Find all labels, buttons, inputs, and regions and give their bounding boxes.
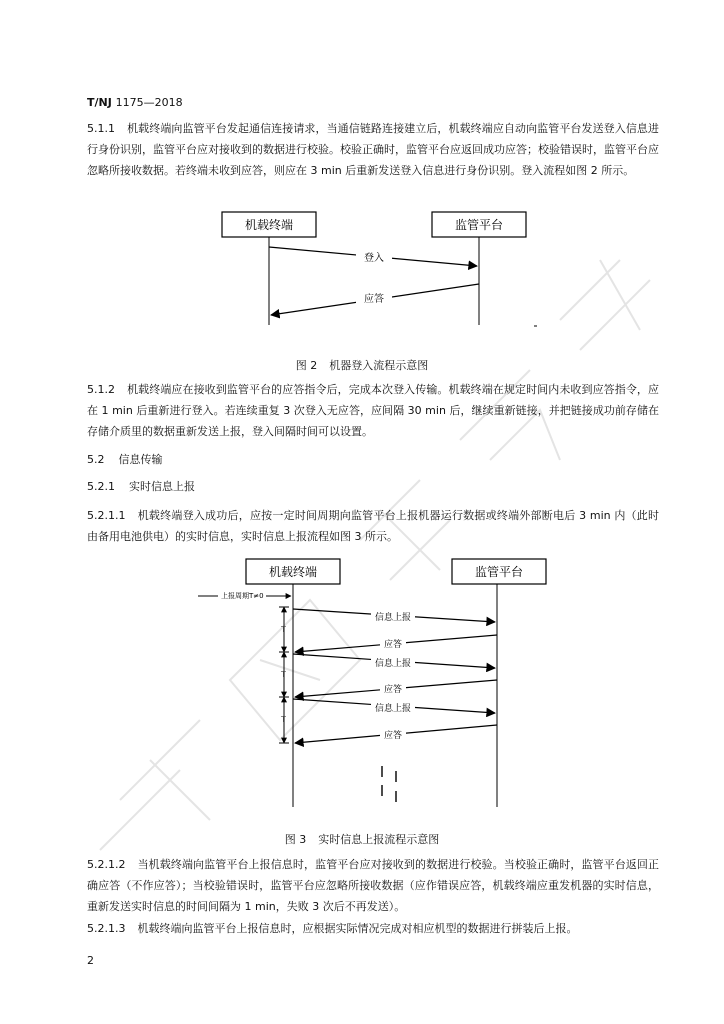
reply-label: 应答 xyxy=(364,294,384,305)
clause-5-2-1-2 xyxy=(87,854,659,917)
clause-number: 5.1.1 xyxy=(87,122,115,135)
terminal-label: 机载终端 xyxy=(244,218,294,232)
heading-5-2-1: 5.2.1 实时信息上报 xyxy=(87,480,195,493)
figure-2-diagram xyxy=(0,200,724,340)
message-label: 信息上报 xyxy=(374,659,412,669)
figure-3-caption: 图 3 实时信息上报流程示意图 xyxy=(284,833,440,846)
clause-number: 5.2.1.2 xyxy=(87,858,126,871)
message-label: 信息上报 xyxy=(374,613,412,623)
standard-number: 1175—2018 xyxy=(115,96,183,109)
standard-code xyxy=(87,96,183,109)
terminal-label: 机载终端 xyxy=(268,565,318,579)
clause-text: 当机载终端向监管平台上报信息时，监管平台应对接收到的数据进行校验。当校验正确时，监管平台返回正确应答（不作应答）；当校验错误时，监管平台应忽略所接收数据（应作错误应答，机载终端应重发机器的实时信息，重新发送实时信息的时间间隔为 1 min，失败 3 次后不再发送）。 xyxy=(87,858,659,913)
clause-text: 机载终端向监管平台发起通信连接请求，当通信链路连接建立后，机载终端应自动向监管平台发送登入信息进行身份识别，监管平台应对接收到的数据进行校验。校验正确时，监管平台应返回成功应答；校验错误时，监管平台应忽略所接收数据。若终端未收到应答，则应在 3 min 后重新发送登入信息进行身份识别。登入流程如图 2 所示。 xyxy=(87,122,659,177)
message-label: 信息上报 xyxy=(374,704,412,714)
clause-5-1-1 xyxy=(87,118,659,181)
period-label: 上报周期T≠0 xyxy=(221,592,264,600)
clause-5-1-2 xyxy=(87,379,659,442)
message-label: 应答 xyxy=(383,640,403,650)
continuation-dashes xyxy=(382,766,396,802)
figure-2-caption: 图 2 机器登入流程示意图 xyxy=(295,359,429,372)
platform-label: 监管平台 xyxy=(454,218,504,232)
clause-5-2-1-3 xyxy=(87,918,659,939)
page-number: 2 xyxy=(87,954,94,967)
platform-label: 监管平台 xyxy=(474,565,524,579)
heading-5-2: 5.2 信息传输 xyxy=(87,453,163,466)
clause-5-2-1-1 xyxy=(87,505,659,547)
clause-text: 机载终端登入成功后，应按一定时间周期向监管平台上报机器运行数据或终端外部断电后 3 min 内（此时由备用电池供电）的实时信息，实时信息上报流程如图 3 所示。 xyxy=(87,509,659,543)
figure-3-diagram xyxy=(0,555,724,820)
standard-prefix: T/NJ xyxy=(87,96,112,109)
period-t-label: T xyxy=(281,625,286,634)
message-label: 应答 xyxy=(383,731,403,741)
clause-text: 机载终端应在接收到监管平台的应答指令后，完成本次登入传输。机载终端在规定时间内未收到应答指令，应在 1 min 后重新进行登入。若连续重复 3 次登入无应答，应间隔 30 min 后，继续重新链接，并把链接成功前存储在存储介质里的数据重新发送上报，登入间隔时间可以设置。 xyxy=(87,383,659,438)
login-label: 登入 xyxy=(364,253,384,264)
period-t-label: T xyxy=(281,670,286,679)
clause-number: 5.1.2 xyxy=(87,383,115,396)
clause-number: 5.2.1.3 xyxy=(87,922,126,935)
clause-text: 机载终端向监管平台上报信息时，应根据实际情况完成对相应机型的数据进行拼装后上报。 xyxy=(137,922,578,935)
message-label: 应答 xyxy=(383,685,403,695)
clause-number: 5.2.1.1 xyxy=(87,509,126,522)
period-t-label: T xyxy=(281,715,286,724)
